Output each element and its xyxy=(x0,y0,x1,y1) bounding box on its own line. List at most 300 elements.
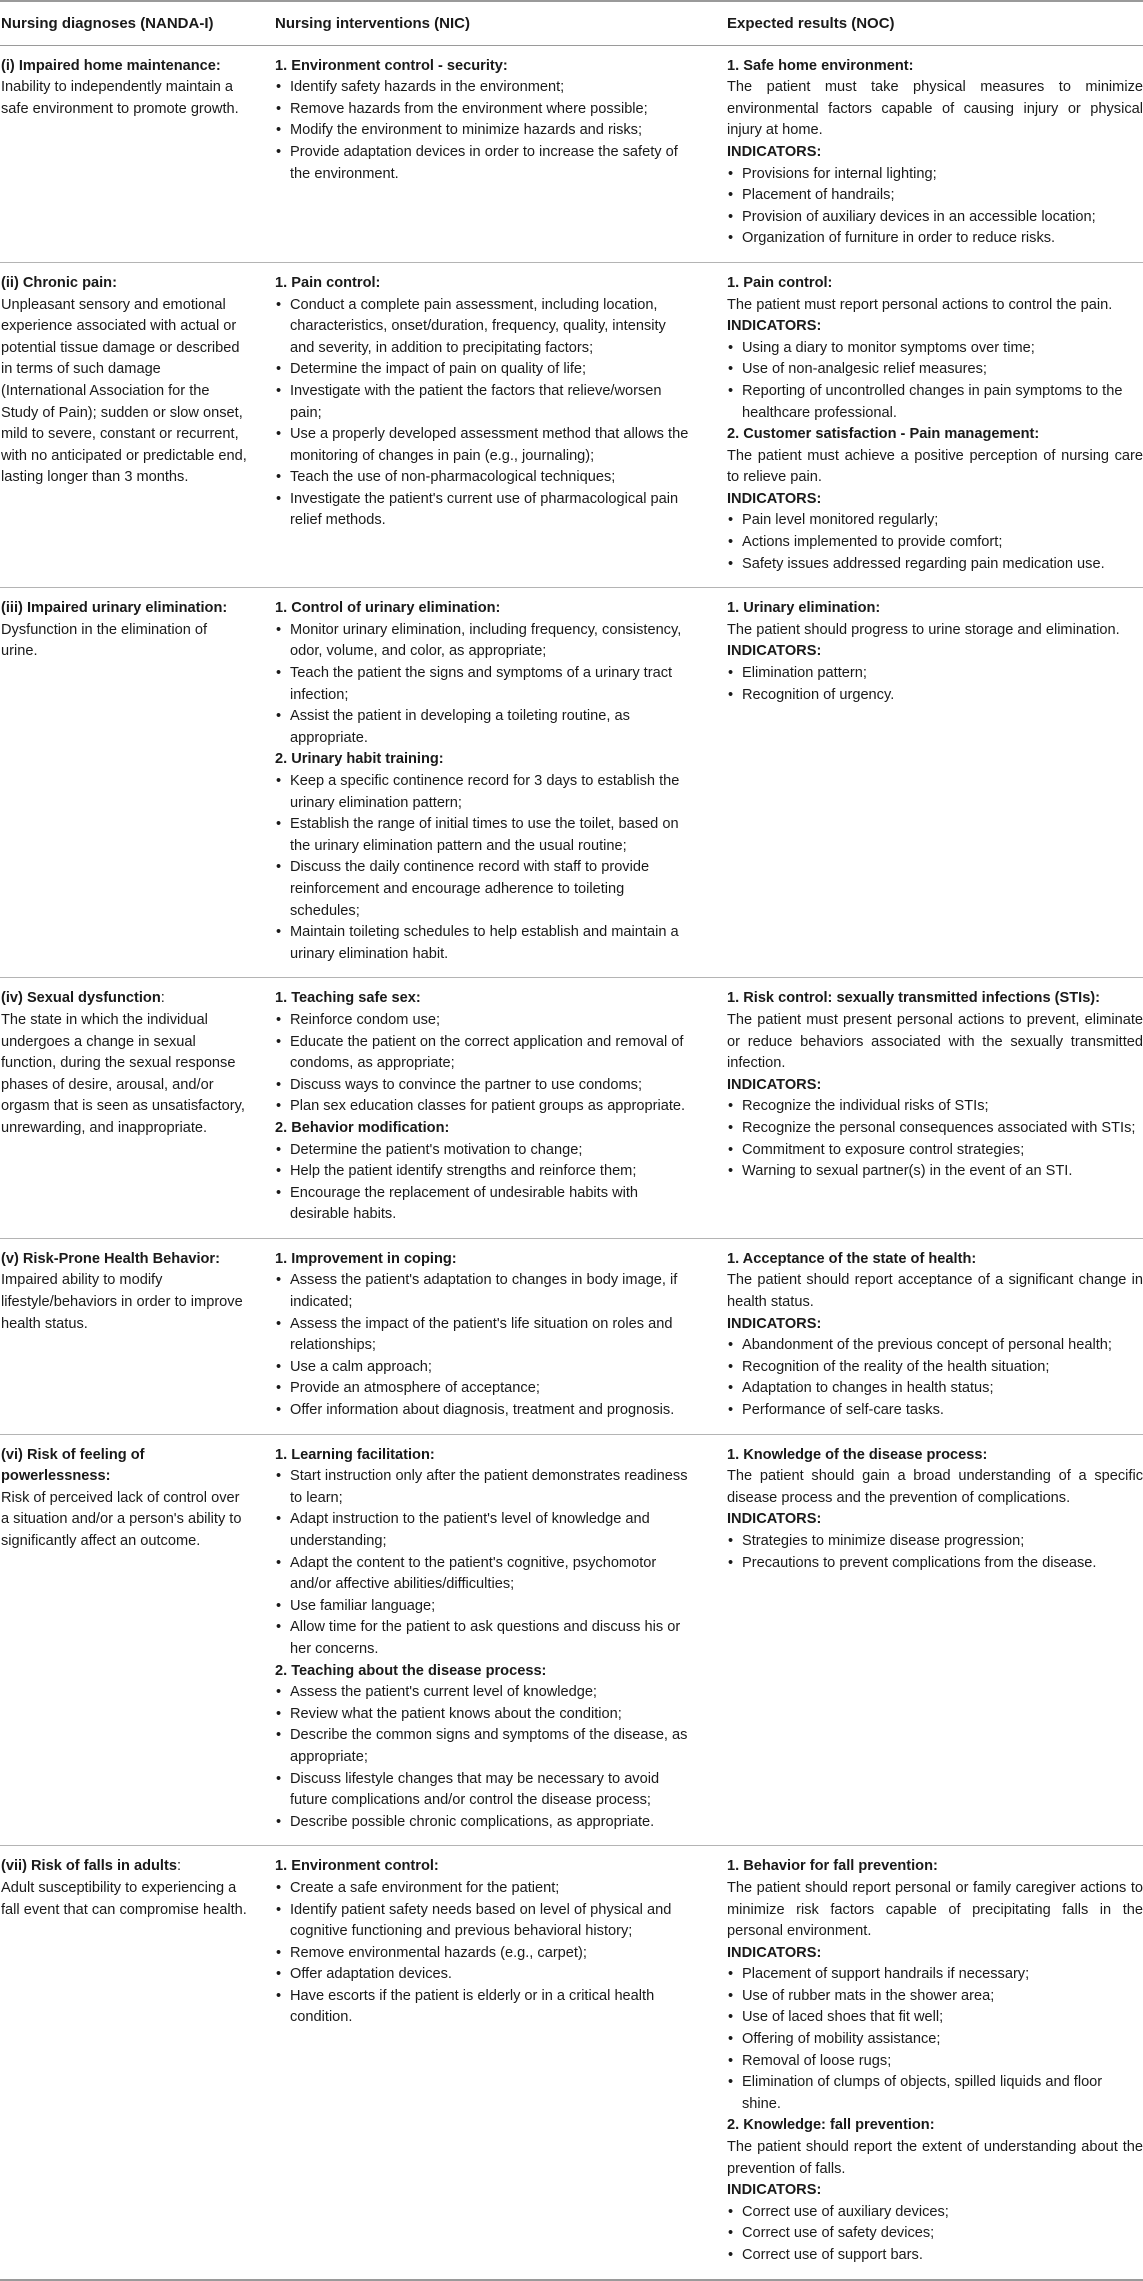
results-cell xyxy=(723,1434,1143,1846)
bullet-icon: • xyxy=(728,2203,734,2220)
result-title: 1. Behavior for fall prevention: xyxy=(727,1858,938,1875)
list-item xyxy=(727,2223,1143,2245)
bullet-icon: • xyxy=(728,2225,734,2242)
bullet-icon: • xyxy=(276,1184,282,1201)
list-item-text: Correct use of auxiliary devices; xyxy=(742,2203,949,2220)
list-item-text: Encourage the replacement of undesirable habits with desirable habits. xyxy=(290,1184,639,1223)
list-item-text: Allow time for the patient to ask questions and discuss his or her concerns. xyxy=(290,1619,681,1657)
bullet-icon: • xyxy=(276,382,282,399)
list-item-text: Keep a specific continence record for 3 days to establish the urinary elimination pattern; xyxy=(290,773,680,811)
indicators-label: INDICATORS: xyxy=(727,1944,822,1961)
header-nic: Nursing interventions (NIC) xyxy=(271,1,723,45)
bullet-icon: • xyxy=(276,1272,282,1289)
bullet-icon: • xyxy=(728,665,734,682)
bullet-icon: • xyxy=(276,1511,282,1528)
list-item-text: Recognition of the reality of the health situation; xyxy=(742,1358,1050,1375)
list-item-text: Use a properly developed assessment method that allows the monitoring of changes in pain (e.g., journaling); xyxy=(290,426,689,464)
bullet-icon: • xyxy=(728,1141,734,1158)
list-item-text: Create a safe environment for the patient; xyxy=(290,1879,560,1896)
diagnosis-definition: Dysfunction in the elimination of urine. xyxy=(1,621,208,660)
bullet-icon: • xyxy=(728,165,734,182)
bullet-list xyxy=(275,771,693,965)
list-item xyxy=(727,532,1143,554)
bullet-icon: • xyxy=(276,1966,282,1983)
bullet-icon: • xyxy=(276,1468,282,1485)
list-item xyxy=(275,1964,693,1986)
list-item xyxy=(275,706,693,749)
list-item xyxy=(727,228,1143,250)
header-nanda: Nursing diagnoses (NANDA-I) xyxy=(0,1,271,45)
list-item-text: Precautions to prevent complications from the disease. xyxy=(742,1554,1097,1571)
list-item-text: Conduct a complete pain assessment, including location, characteristics, onset/duration, frequency, quality, intensity and severity, in addition to precipitating factors; xyxy=(290,296,666,356)
list-item-text: Remove environmental hazards (e.g., carpet); xyxy=(290,1944,587,1961)
indicators-label: INDICATORS: xyxy=(727,1315,822,1332)
bullet-icon: • xyxy=(728,534,734,551)
bullet-icon: • xyxy=(276,708,282,725)
list-item xyxy=(275,1682,693,1704)
list-item-text: Elimination of clumps of objects, spilled liquids and floor shine. xyxy=(742,2074,1103,2112)
header-noc: Expected results (NOC) xyxy=(723,1,1143,45)
list-item-text: Organization of furniture in order to reduce risks. xyxy=(742,230,1056,247)
list-item-text: Offering of mobility assistance; xyxy=(742,2031,941,2048)
bullet-icon: • xyxy=(276,1944,282,1961)
diagnosis-title: (v) Risk-Prone Health Behavior: xyxy=(1,1250,220,1267)
bullet-icon: • xyxy=(728,1119,734,1136)
diagnosis-cell xyxy=(0,978,271,1239)
bullet-icon: • xyxy=(276,1554,282,1571)
bullet-icon: • xyxy=(276,1901,282,1918)
table-row xyxy=(0,978,1143,1239)
bullet-icon: • xyxy=(728,2247,734,2263)
list-item xyxy=(727,1357,1143,1379)
bullet-icon: • xyxy=(276,1033,282,1050)
bullet-icon: • xyxy=(276,79,282,96)
list-item xyxy=(275,1725,693,1768)
result-description: The patient must report personal actions to control the pain. xyxy=(727,296,1113,313)
result-title: 1. Acceptance of the state of health: xyxy=(727,1250,977,1267)
bullet-icon: • xyxy=(728,1098,734,1115)
list-item xyxy=(727,1335,1143,1357)
bullet-icon: • xyxy=(276,1315,282,1332)
list-item xyxy=(275,1161,693,1183)
list-item xyxy=(727,381,1143,424)
bullet-icon: • xyxy=(728,339,734,356)
bullet-icon: • xyxy=(728,382,734,399)
indicators-label: INDICATORS: xyxy=(727,490,822,507)
list-item xyxy=(275,1596,693,1618)
bullet-icon: • xyxy=(276,1684,282,1701)
bullet-icon: • xyxy=(276,1727,282,1744)
result-title: 1. Pain control: xyxy=(727,274,833,291)
list-item-text: Provisions for internal lighting; xyxy=(742,165,937,182)
bullet-icon: • xyxy=(728,1163,734,1180)
bullet-icon: • xyxy=(728,555,734,572)
list-item xyxy=(727,359,1143,381)
result-title: 1. Urinary elimination: xyxy=(727,600,881,617)
diagnosis-title-suffix: : xyxy=(176,1858,182,1875)
list-item-text: Strategies to minimize disease progression; xyxy=(742,1533,1025,1549)
list-item xyxy=(275,922,693,965)
list-item xyxy=(727,2051,1143,2073)
bullet-icon: • xyxy=(728,2052,734,2069)
bullet-list xyxy=(727,1335,1143,1421)
list-item xyxy=(275,77,693,99)
list-item-text: Reinforce condom use; xyxy=(290,1011,441,1028)
list-item-text: Commitment to exposure control strategies; xyxy=(742,1141,1025,1158)
indicators-label: INDICATORS: xyxy=(727,143,822,160)
diagnosis-cell xyxy=(0,588,271,978)
bullet-icon: • xyxy=(276,621,282,638)
diagnosis-title-line xyxy=(1,1249,247,1271)
list-item-text: Correct use of support bars. xyxy=(742,2247,923,2263)
list-item xyxy=(275,1400,693,1422)
bullet-icon: • xyxy=(728,686,734,703)
intervention-title: 1. Environment control: xyxy=(275,1858,439,1875)
bullet-list xyxy=(727,510,1143,575)
list-item xyxy=(275,771,693,814)
list-item-text: Abandonment of the previous concept of personal health; xyxy=(742,1337,1112,1354)
list-item-text: Identify patient safety needs based on level of physical and cognitive functioning and previous behavioral history; xyxy=(290,1901,672,1940)
list-item-text: Investigate with the patient the factors that relieve/worsen pain; xyxy=(290,382,662,421)
intervention-title: 1. Learning facilitation: xyxy=(275,1446,435,1463)
list-item xyxy=(275,1270,693,1313)
table-row xyxy=(0,588,1143,978)
list-item xyxy=(275,620,693,663)
results-cell xyxy=(723,1846,1143,2280)
list-item xyxy=(727,2007,1143,2029)
list-item-text: Help the patient identify strengths and reinforce them; xyxy=(290,1163,637,1180)
list-item-text: Using a diary to monitor symptoms over time; xyxy=(742,339,1035,356)
diagnosis-cell xyxy=(0,1434,271,1846)
list-item xyxy=(275,1509,693,1552)
list-item xyxy=(727,1161,1143,1183)
list-item-text: Placement of support handrails if necessary; xyxy=(742,1966,1030,1983)
bullet-icon: • xyxy=(728,1337,734,1354)
interventions-cell xyxy=(271,1434,723,1846)
bullet-icon: • xyxy=(276,1402,282,1419)
list-item xyxy=(275,1378,693,1400)
list-item xyxy=(727,185,1143,207)
list-item-text: Reporting of uncontrolled changes in pain symptoms to the healthcare professional. xyxy=(742,382,1123,421)
list-item-text: Use of non-analgesic relief measures; xyxy=(742,361,987,378)
diagnosis-definition: The state in which the individual undergoes a change in sexual function, during the sexual response phases of desire, arousal, and/or orgasm that is seen as unsatisfactory, unrewarding, and inappropriate. xyxy=(1,1011,245,1136)
bullet-list xyxy=(727,1964,1143,2115)
indicators-label: INDICATORS: xyxy=(727,318,822,335)
diagnosis-cell xyxy=(0,45,271,262)
list-item xyxy=(727,663,1143,685)
bullet-icon: • xyxy=(276,1619,282,1636)
bullet-icon: • xyxy=(276,1813,282,1830)
list-item xyxy=(275,1183,693,1226)
bullet-icon: • xyxy=(276,361,282,378)
bullet-icon: • xyxy=(276,1076,282,1093)
list-item xyxy=(275,1704,693,1726)
results-cell xyxy=(723,45,1143,262)
list-item xyxy=(275,381,693,424)
list-item xyxy=(275,467,693,489)
diagnosis-title-line xyxy=(1,1445,247,1488)
list-item xyxy=(275,1986,693,2029)
bullet-icon: • xyxy=(276,469,282,486)
list-item xyxy=(275,1900,693,1943)
table-row xyxy=(0,1434,1143,1846)
list-item-text: Determine the patient's motivation to change; xyxy=(290,1141,583,1158)
result-description: The patient should report personal or family caregiver actions to minimize risk factors capable of precipitating falls in the personal environment. xyxy=(727,1879,1143,1940)
bullet-icon: • xyxy=(276,1380,282,1397)
diagnosis-title-line xyxy=(1,56,247,78)
list-item xyxy=(275,1466,693,1509)
bullet-icon: • xyxy=(728,2074,734,2091)
list-item-text: Use of rubber mats in the shower area; xyxy=(742,1987,995,2004)
result-description: The patient must achieve a positive perception of nursing care to relieve pain. xyxy=(727,447,1143,486)
bullet-icon: • xyxy=(276,143,282,160)
result-description: The patient should gain a broad understanding of a specific disease process and the prevention of complications. xyxy=(727,1468,1143,1506)
result-title: 1. Safe home environment: xyxy=(727,57,914,74)
list-item-text: Educate the patient on the correct application and removal of condoms, as appropriate; xyxy=(290,1033,684,1072)
indicators-label: INDICATORS: xyxy=(727,2182,822,2199)
bullet-icon: • xyxy=(728,208,734,225)
list-item xyxy=(275,120,693,142)
bullet-list xyxy=(275,295,693,533)
diagnosis-definition: Inability to independently maintain a safe environment to promote growth. xyxy=(1,79,239,117)
result-description: The patient must present personal actions to prevent, eliminate or reduce behaviors associated with the sexually transmitted infection. xyxy=(727,1011,1143,1072)
indicators-label: INDICATORS: xyxy=(727,643,822,660)
table-row xyxy=(0,1846,1143,2280)
list-item xyxy=(727,2202,1143,2224)
diagnosis-definition: Risk of perceived lack of control over a situation and/or a person's ability to significantly affect an outcome. xyxy=(1,1489,242,1549)
bullet-list xyxy=(275,77,693,185)
list-item-text: Teach the use of non-pharmacological techniques; xyxy=(290,469,616,486)
bullet-list xyxy=(275,1682,693,1833)
list-item xyxy=(727,1553,1143,1575)
list-item xyxy=(727,2029,1143,2051)
list-item-text: Establish the range of initial times to use the toilet, based on the urinary elimination pattern and the usual routine; xyxy=(290,816,679,854)
result-description: The patient should progress to urine storage and elimination. xyxy=(727,621,1120,638)
list-item xyxy=(275,1553,693,1596)
bullet-icon: • xyxy=(276,122,282,139)
results-cell xyxy=(723,262,1143,587)
list-item xyxy=(727,1964,1143,1986)
list-item xyxy=(727,1986,1143,2008)
bullet-icon: • xyxy=(276,1879,282,1896)
diagnosis-cell xyxy=(0,1238,271,1434)
bullet-icon: • xyxy=(276,296,282,313)
diagnosis-title: (i) Impaired home maintenance: xyxy=(1,57,221,74)
bullet-list xyxy=(275,620,693,750)
bullet-list xyxy=(727,338,1143,424)
list-item-text: Remove hazards from the environment where possible; xyxy=(290,100,648,117)
list-item-text: Maintain toileting schedules to help establish and maintain a urinary elimination habit. xyxy=(290,924,679,962)
bullet-icon: • xyxy=(276,859,282,876)
bullet-icon: • xyxy=(728,1966,734,1983)
list-item xyxy=(275,142,693,185)
list-item xyxy=(275,1357,693,1379)
results-cell xyxy=(723,1238,1143,1434)
list-item xyxy=(275,489,693,532)
bullet-list xyxy=(727,164,1143,250)
bullet-icon: • xyxy=(276,1705,282,1722)
list-item xyxy=(727,685,1143,707)
bullet-list xyxy=(727,1531,1143,1574)
diagnosis-definition: Unpleasant sensory and emotional experience associated with actual or potential tissue damage or described in terms of such damage (International Association for the Study of Pain); sudden or slow onset, mild to severe, constant or recurrent, with no anticipated or predictable end, lasting longer than 3 months. xyxy=(1,296,247,486)
list-item xyxy=(727,1400,1143,1422)
bullet-icon: • xyxy=(276,665,282,682)
list-item xyxy=(275,1617,693,1660)
list-item xyxy=(275,663,693,706)
list-item xyxy=(727,554,1143,576)
bullet-list xyxy=(727,2202,1143,2267)
bullet-icon: • xyxy=(276,1011,282,1028)
result-description: The patient should report acceptance of a significant change in health status. xyxy=(727,1272,1143,1311)
list-item xyxy=(275,1943,693,1965)
bullet-icon: • xyxy=(276,1597,282,1614)
bullet-list xyxy=(275,1270,693,1421)
bullet-icon: • xyxy=(276,1098,282,1115)
list-item xyxy=(727,510,1143,532)
list-item-text: Pain level monitored regularly; xyxy=(742,512,939,529)
diagnosis-title-line xyxy=(1,988,247,1010)
list-item-text: Provision of auxiliary devices in an accessible location; xyxy=(742,208,1096,225)
bullet-list xyxy=(727,1096,1143,1182)
list-item-text: Describe the common signs and symptoms of the disease, as appropriate; xyxy=(290,1727,688,1765)
bullet-icon: • xyxy=(276,490,282,507)
table-row xyxy=(0,1238,1143,1434)
intervention-title: 1. Teaching safe sex: xyxy=(275,990,421,1007)
list-item-text: Actions implemented to provide comfort; xyxy=(742,534,1003,551)
diagnosis-cell xyxy=(0,1846,271,2280)
list-item xyxy=(275,1878,693,1900)
bullet-list xyxy=(275,1010,693,1118)
list-item-text: Provide adaptation devices in order to increase the safety of the environment. xyxy=(290,143,678,182)
bullet-icon: • xyxy=(276,1358,282,1375)
intervention-title: 2. Behavior modification: xyxy=(275,1119,450,1136)
list-item xyxy=(275,857,693,922)
diagnosis-title: (iv) Sexual dysfunction xyxy=(1,990,161,1007)
intervention-title: 1. Pain control: xyxy=(275,274,381,291)
list-item-text: Adaptation to changes in health status; xyxy=(742,1380,994,1397)
list-item xyxy=(727,1378,1143,1400)
bullet-icon: • xyxy=(276,1770,282,1787)
bullet-icon: • xyxy=(728,2031,734,2048)
list-item-text: Offer information about diagnosis, treatment and prognosis. xyxy=(290,1402,675,1419)
diagnosis-title-line xyxy=(1,273,247,295)
result-title: 1. Risk control: sexually transmitted infections (STIs): xyxy=(727,990,1101,1007)
list-item xyxy=(275,1812,693,1834)
list-item xyxy=(275,1140,693,1162)
list-item xyxy=(275,359,693,381)
intervention-title: 1. Control of urinary elimination: xyxy=(275,600,501,617)
bullet-icon: • xyxy=(276,924,282,941)
bullet-list xyxy=(275,1140,693,1226)
diagnosis-title: (iii) Impaired urinary elimination: xyxy=(1,600,228,617)
diagnosis-title: (vi) Risk of feeling of powerlessness: xyxy=(1,1446,145,1485)
list-item-text: Elimination pattern; xyxy=(742,665,867,682)
list-item xyxy=(727,338,1143,360)
list-item xyxy=(727,1531,1143,1553)
list-item-text: Discuss ways to convince the partner to use condoms; xyxy=(290,1076,643,1093)
list-item-text: Warning to sexual partner(s) in the event of an STI. xyxy=(742,1163,1073,1180)
list-item-text: Adapt the content to the patient's cognitive, psychomotor and/or affective abilities/difficulties; xyxy=(290,1554,657,1593)
list-item-text: Removal of loose rugs; xyxy=(742,2052,892,2069)
interventions-cell xyxy=(271,1846,723,2280)
list-item-text: Safety issues addressed regarding pain medication use. xyxy=(742,555,1105,572)
bullet-icon: • xyxy=(728,1987,734,2004)
table-row xyxy=(0,262,1143,587)
bullet-icon: • xyxy=(276,100,282,117)
diagnosis-title: (vii) Risk of falls in adults xyxy=(1,1858,177,1875)
bullet-list xyxy=(275,1878,693,2029)
list-item-text: Recognize the personal consequences associated with STIs; xyxy=(742,1119,1136,1136)
interventions-cell xyxy=(271,978,723,1239)
diagnosis-title-suffix: : xyxy=(160,990,165,1007)
interventions-cell xyxy=(271,262,723,587)
bullet-icon: • xyxy=(276,816,282,833)
intervention-title: 2. Urinary habit training: xyxy=(275,751,444,768)
bullet-icon: • xyxy=(728,1380,734,1397)
list-item xyxy=(727,2245,1143,2267)
intervention-title: 1. Improvement in coping: xyxy=(275,1250,457,1267)
list-item xyxy=(275,1096,693,1118)
list-item-text: Use of laced shoes that fit well; xyxy=(742,2009,944,2026)
list-item-text: Placement of handrails; xyxy=(742,187,895,204)
diagnosis-title-line xyxy=(1,598,247,620)
list-item-text: Provide an atmosphere of acceptance; xyxy=(290,1380,540,1397)
list-item-text: Recognize the individual risks of STIs; xyxy=(742,1098,989,1115)
list-item-text: Offer adaptation devices. xyxy=(290,1966,452,1983)
list-item-text: Plan sex education classes for patient groups as appropriate. xyxy=(290,1098,686,1115)
list-item xyxy=(727,1118,1143,1140)
list-item-text: Performance of self-care tasks. xyxy=(742,1402,944,1419)
list-item-text: Correct use of safety devices; xyxy=(742,2225,935,2242)
list-item xyxy=(275,295,693,360)
list-item xyxy=(275,424,693,467)
list-item-text: Review what the patient knows about the condition; xyxy=(290,1705,622,1722)
list-item xyxy=(727,207,1143,229)
result-title: 2. Knowledge: fall prevention: xyxy=(727,2117,935,2134)
bullet-icon: • xyxy=(728,512,734,529)
list-item xyxy=(275,1075,693,1097)
bullet-list xyxy=(727,663,1143,706)
indicators-label: INDICATORS: xyxy=(727,1076,822,1093)
table-row xyxy=(0,45,1143,262)
list-item xyxy=(275,99,693,121)
list-item xyxy=(275,1314,693,1357)
results-cell xyxy=(723,978,1143,1239)
header-row xyxy=(0,1,1143,45)
list-item xyxy=(727,1140,1143,1162)
diagnosis-definition: Impaired ability to modify lifestyle/behaviors in order to improve health status. xyxy=(1,1272,243,1332)
list-item-text: Monitor urinary elimination, including frequency, consistency, odor, volume, and color, as appropriate; xyxy=(290,621,682,660)
bullet-icon: • xyxy=(728,187,734,204)
list-item xyxy=(727,1096,1143,1118)
bullet-icon: • xyxy=(728,1358,734,1375)
intervention-title: 2. Teaching about the disease process: xyxy=(275,1662,547,1679)
list-item-text: Modify the environment to minimize hazards and risks; xyxy=(290,122,643,139)
interventions-cell xyxy=(271,1238,723,1434)
bullet-icon: • xyxy=(728,2009,734,2026)
list-item-text: Use a calm approach; xyxy=(290,1358,432,1375)
list-item-text: Start instruction only after the patient demonstrates readiness to learn; xyxy=(290,1468,688,1506)
bullet-icon: • xyxy=(728,1402,734,1419)
bullet-icon: • xyxy=(276,1987,282,2004)
list-item-text: Assess the patient's current level of knowledge; xyxy=(290,1684,597,1701)
list-item-text: Identify safety hazards in the environment; xyxy=(290,79,565,96)
interventions-cell xyxy=(271,588,723,978)
list-item-text: Discuss the daily continence record with staff to provide reinforcement and encourage adherence to toileting schedules; xyxy=(290,859,650,919)
list-item-text: Use familiar language; xyxy=(290,1597,436,1614)
list-item-text: Assess the patient's adaptation to changes in body image, if indicated; xyxy=(290,1272,678,1311)
results-cell xyxy=(723,588,1143,978)
